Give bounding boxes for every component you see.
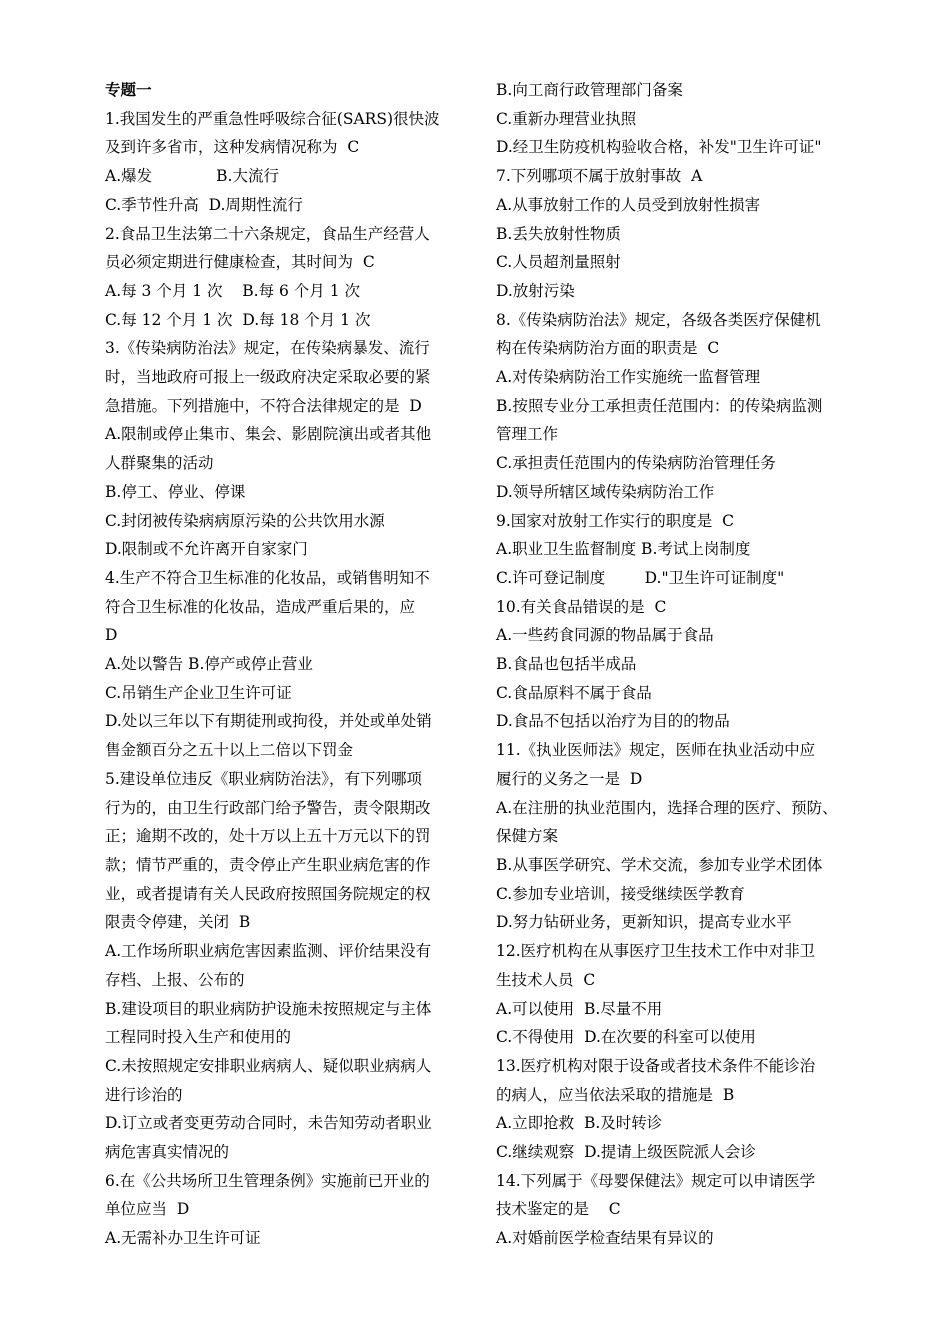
text-line: D.领导所辖区域传染病防治工作 — [496, 482, 715, 501]
text-line: 进行诊治的 — [105, 1085, 183, 1104]
text-line: C.食品原料不属于食品 — [496, 683, 652, 702]
text-line: A.对婚前医学检查结果有异议的 — [496, 1229, 714, 1248]
section-title: 专题一 — [105, 80, 152, 99]
text-line: 5.建设单位违反《职业病防治法》，有下列哪项 — [105, 769, 423, 788]
text-line: 人群聚集的活动 — [105, 454, 214, 473]
text-line: 工程同时投入生产和使用的 — [105, 1028, 292, 1047]
text-line: 技术鉴定的是 C — [496, 1200, 621, 1219]
text-line: C.承担责任范围内的传染病防治管理任务 — [496, 454, 776, 473]
text-line: 2.食品卫生法第二十六条规定，食品生产经营人 — [105, 224, 430, 243]
text-line: 业，或者提请有关人民政府按照国务院规定的权 — [105, 884, 431, 903]
text-line: C.参加专业培训，接受继续医学教育 — [496, 884, 745, 903]
text-line: B.从事医学研究、学术交流，参加专业学术团体 — [496, 855, 823, 874]
text-line: A.处以警告 B.停产或停止营业 — [105, 655, 313, 674]
text-line: A.对传染病防治工作实施统一监督管理 — [496, 368, 761, 387]
text-line: A.爆发 B.大流行 — [105, 167, 279, 186]
text-line: 构在传染病防治方面的职责是 C — [496, 339, 720, 358]
text-line: 3.《传染病防治法》规定，在传染病暴发、流行 — [105, 339, 430, 358]
text-line: 14.下列属于《母婴保健法》规定可以申请医学 — [496, 1171, 816, 1190]
text-line: B.向工商行政管理部门备案 — [496, 81, 683, 99]
text-line: D.放射污染 — [496, 281, 575, 300]
text-line: 的病人，应当依法采取的措施是 B — [496, 1085, 735, 1104]
text-line: D.经卫生防疫机构验收合格，补发"卫生许可证" — [496, 138, 822, 157]
text-line: C.未按照规定安排职业病病人、疑似职业病病人 — [105, 1056, 432, 1075]
text-line: A.一些药食同源的物品属于食品 — [496, 626, 714, 645]
text-line: 10.有关食品错误的是 C — [496, 597, 667, 616]
text-line: C.继续观察 D.提请上级医院派人会诊 — [496, 1143, 756, 1162]
text-line: 限责令停建，关闭 B — [105, 913, 251, 932]
text-line: 时，当地政府可报上一级政府决定采取必要的紧 — [105, 368, 431, 387]
text-line: C.每 12 个月 1 次 D.每 18 个月 1 次 — [105, 310, 371, 329]
text-line: C.吊销生产企业卫生许可证 — [105, 683, 292, 702]
text-line: 6.在《公共场所卫生管理条例》实施前已开业的 — [105, 1171, 430, 1190]
text-line: 11.《执业医师法》规定，医师在执业活动中应 — [496, 741, 816, 760]
text-line: C.季节性升高 D.周期性流行 — [105, 195, 303, 214]
text-line: A.每 3 个月 1 次 B.每 6 个月 1 次 — [105, 281, 361, 300]
text-line: 符合卫生标准的化妆品，造成严重后果的，应 — [105, 597, 416, 616]
text-line: 8.《传染病防治法》规定，各级各类医疗保健机 — [496, 310, 821, 329]
text-line: 病危害真实情况的 — [105, 1143, 230, 1162]
text-line: C.许可登记制度 D."卫生许可证制度" — [496, 568, 785, 587]
text-line: D.食品不包括以治疗为目的的物品 — [496, 712, 730, 731]
text-line: B.按照专业分工承担责任范围内：的传染病监测 — [496, 396, 823, 415]
text-line: 管理工作 — [496, 425, 559, 444]
right-column — [496, 76, 858, 1253]
text-line: 保健方案 — [496, 827, 559, 846]
text-line: B.食品也包括半成品 — [496, 655, 637, 674]
text-line: A.职业卫生监督制度 B.考试上岗制度 — [496, 540, 751, 559]
text-line: 13.医疗机构对限于设备或者技术条件不能诊治 — [496, 1056, 816, 1075]
text-line: D — [105, 626, 118, 645]
text-line: 12.医疗机构在从事医疗卫生技术工作中对非卫 — [496, 942, 816, 961]
text-line: 急措施。下列措施中，不符合法律规定的是 D — [105, 396, 422, 415]
text-line: B.建设项目的职业病防护设施未按照规定与主体 — [105, 999, 432, 1018]
text-line: B.丢失放射性物质 — [496, 224, 621, 243]
text-line: 存档、上报、公布的 — [105, 970, 245, 989]
text-line: 款；情节严重的，责令停止产生职业病危害的作 — [105, 855, 431, 874]
text-line: 及到许多省市，这种发病情况称为 C — [105, 138, 360, 157]
text-line: D.处以三年以下有期徒刑或拘役，并处或单处销 — [105, 712, 432, 731]
text-line: 正；逾期不改的，处十万以上五十万元以下的罚 — [105, 827, 431, 846]
text-line: A.限制或停止集市、集会、影剧院演出或者其他 — [105, 425, 432, 444]
text-line: 履行的义务之一是 D — [496, 769, 643, 788]
text-line: D.努力钻研业务，更新知识，提高专业水平 — [496, 913, 792, 932]
text-line: 9.国家对放射工作实行的职度是 C — [496, 511, 735, 530]
text-line: C.重新办理营业执照 — [496, 109, 637, 128]
text-line: A.工作场所职业病危害因素监测、评价结果没有 — [105, 942, 432, 961]
left-column — [105, 76, 463, 1253]
text-line: D.限制或不允许离开自家家门 — [105, 540, 308, 559]
text-line: A.可以使用 B.尽量不用 — [496, 999, 663, 1018]
text-line: D.订立或者变更劳动合同时，未告知劳动者职业 — [105, 1114, 432, 1133]
text-line: 售金额百分之五十以上二倍以下罚金 — [105, 741, 354, 760]
text-line: 生技术人员 C — [496, 970, 596, 989]
text-line: B.停工、停业、停课 — [105, 482, 246, 501]
text-line: C.不得使用 D.在次要的科室可以使用 — [496, 1028, 756, 1047]
text-line: A.从事放射工作的人员受到放射性损害 — [496, 195, 761, 214]
text-line: 4.生产不符合卫生标准的化妆品，或销售明知不 — [105, 568, 430, 587]
text-line: 1.我国发生的严重急性呼吸综合征(SARS)很快波 — [105, 109, 440, 128]
text-line: A.在注册的执业范围内，选择合理的医疗、预防、 — [496, 798, 838, 817]
text-line: 单位应当 D — [105, 1200, 190, 1219]
text-line: A.无需补办卫生许可证 — [105, 1229, 261, 1248]
text-line: A.立即抢救 B.及时转诊 — [496, 1114, 663, 1133]
text-line: 员必须定期进行健康检查，其时间为 C — [105, 253, 375, 272]
text-line: 行为的，由卫生行政部门给予警告，责令限期改 — [105, 798, 431, 817]
text-line: C.封闭被传染病病原污染的公共饮用水源 — [105, 511, 385, 530]
text-line: 7.下列哪项不属于放射事故 A — [496, 167, 703, 186]
text-line: C.人员超剂量照射 — [496, 253, 621, 272]
